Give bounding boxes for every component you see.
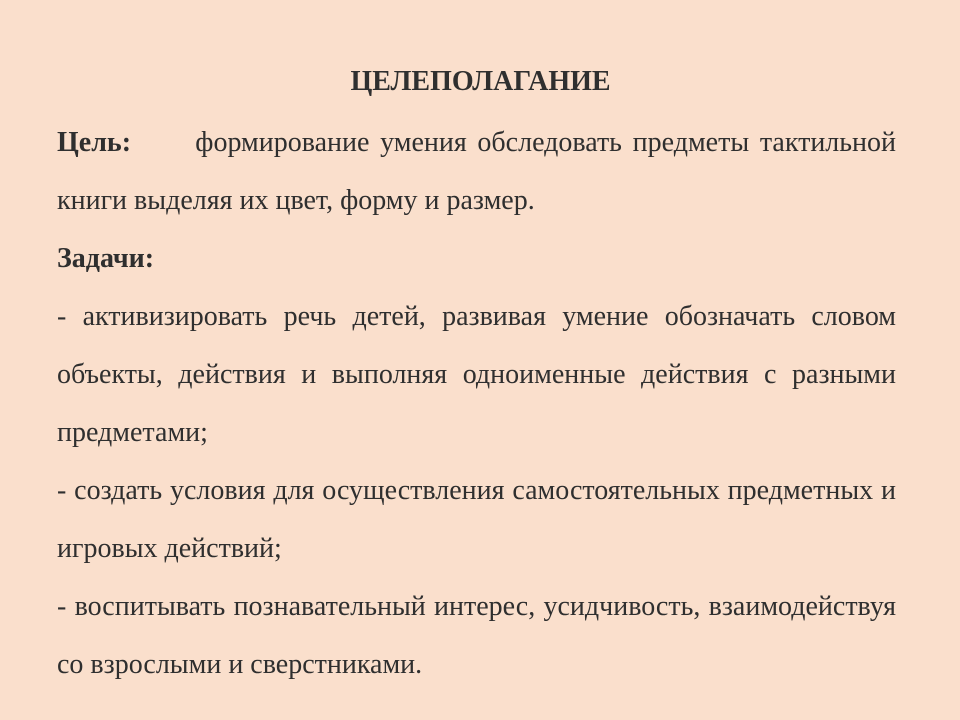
tasks-label: Задачи: <box>57 243 155 274</box>
task-item-2: - создать условия для осуществления самостоятельных предметных и игровых действий; <box>57 475 896 564</box>
slide-title: ЦЕЛЕПОЛАГАНИЕ <box>350 66 611 97</box>
goal-label: Цель: <box>57 127 132 158</box>
goal-paragraph <box>57 114 896 230</box>
task-item-1: - активизировать речь детей, развивая умение обозначать словом объекты, действия и выполняя одноименные действия с разными предметами; <box>57 301 896 448</box>
goal-text: формирование умения обследовать предметы тактильной книги выделяя их цвет, форму и размер. <box>57 127 897 216</box>
task-item-3: - воспитывать познавательный интерес, усидчивость, взаимодействуя со взрослыми и сверстниками. <box>57 591 896 680</box>
